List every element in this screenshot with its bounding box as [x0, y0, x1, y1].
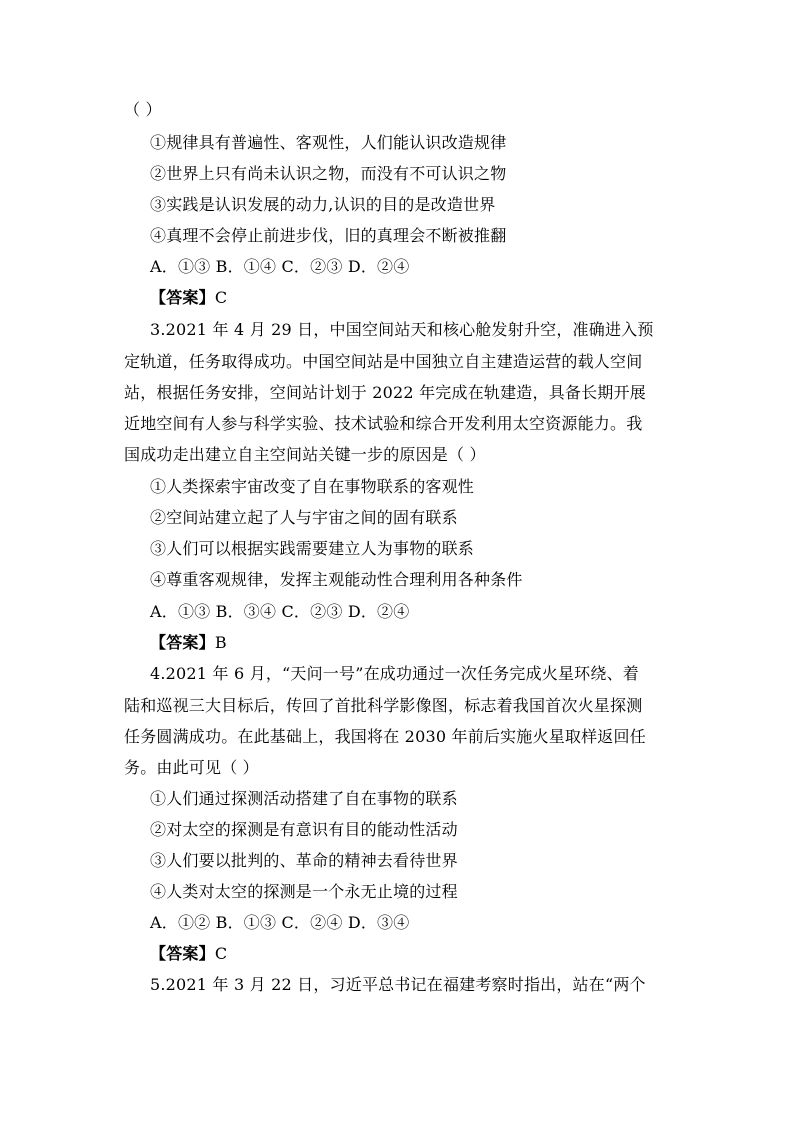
- q4-stem-line-4: 务。由此可见（ ）: [124, 758, 259, 777]
- q2-option-2: ②世界上只有尚未认识之物，而没有不可认识之物: [150, 164, 507, 183]
- q3-stem-line-1: 3.2021 年 4 月 29 日，中国空间站天和核心舱发射升空，准确进入预: [150, 320, 654, 339]
- q3-choices: A．①③ B．③④ C．②③ D．②④: [150, 602, 410, 621]
- q2-choices: A．①③ B．①④ C．②③ D．②④: [150, 257, 410, 276]
- q3-option-4: ④尊重客观规律，发挥主观能动性合理利用各种条件: [150, 570, 523, 589]
- q4-stem-line-2: 陆和巡视三大目标后，传回了首批科学影像图，标志着我国首次火星探测: [124, 696, 643, 715]
- q2-answer: [150, 288, 227, 308]
- q2-option-4: ④真理不会停止前进步伐，旧的真理会不断被推翻: [150, 226, 507, 245]
- q3-answer-value: B: [214, 633, 227, 652]
- q4-stem-line-1: 4.2021 年 6 月，“天问一号”在成功通过一次任务完成火星环绕、着: [150, 664, 639, 683]
- answer-label: 【答案】: [150, 944, 215, 963]
- q2-option-3: ③实践是认识发展的动力,认识的目的是改造世界: [150, 195, 496, 214]
- q4-choices: A．①② B．①③ C．②④ D．③④: [150, 913, 410, 932]
- q4-stem-line-3: 任务圆满成功。在此基础上，我国将在 2030 年前后实施火星取样返回任: [124, 727, 646, 746]
- q3-stem-line-5: 国成功走出建立自主空间站关键一步的原因是（ ）: [124, 445, 486, 464]
- q4-option-4: ④人类对太空的探测是一个永无止境的过程: [150, 882, 458, 901]
- q4-answer-value: C: [214, 944, 228, 963]
- q3-option-1: ①人类探索宇宙改变了自在事物联系的客观性: [150, 477, 475, 496]
- q4-answer: [150, 944, 227, 964]
- q4-option-2: ②对太空的探测是有意识有目的能动性活动: [150, 820, 458, 839]
- q5-stem-line-1: 5.2021 年 3 月 22 日，习近平总书记在福建考察时指出，站在“两个: [150, 975, 646, 994]
- q3-stem-line-3: 站，根据任务安排，空间站计划于 2022 年完成在轨建造，具备长期开展: [124, 383, 646, 402]
- q4-option-1: ①人们通过探测活动搭建了自在事物的联系: [150, 789, 458, 808]
- answer-label: 【答案】: [150, 288, 215, 307]
- q3-option-3: ③人们可以根据实践需要建立人为事物的联系: [150, 539, 475, 558]
- q3-option-2: ②空间站建立起了人与宇宙之间的固有联系: [150, 508, 458, 527]
- q3-answer: [150, 633, 227, 653]
- q3-stem-line-2: 定轨道，任务取得成功。中国空间站是中国独立自主建造运营的载人空间: [124, 352, 643, 371]
- q2-answer-value: C: [214, 288, 228, 307]
- q2-option-1: ①规律具有普遍性、客观性，人们能认识改造规律: [150, 133, 507, 152]
- q3-stem-line-4: 近地空间有人参与科学实验、技术试验和综合开发利用太空资源能力。我: [124, 414, 643, 433]
- answer-label: 【答案】: [150, 633, 215, 652]
- q2-paren: （ ）: [124, 100, 162, 119]
- q4-option-3: ③人们要以批判的、革命的精神去看待世界: [150, 851, 458, 870]
